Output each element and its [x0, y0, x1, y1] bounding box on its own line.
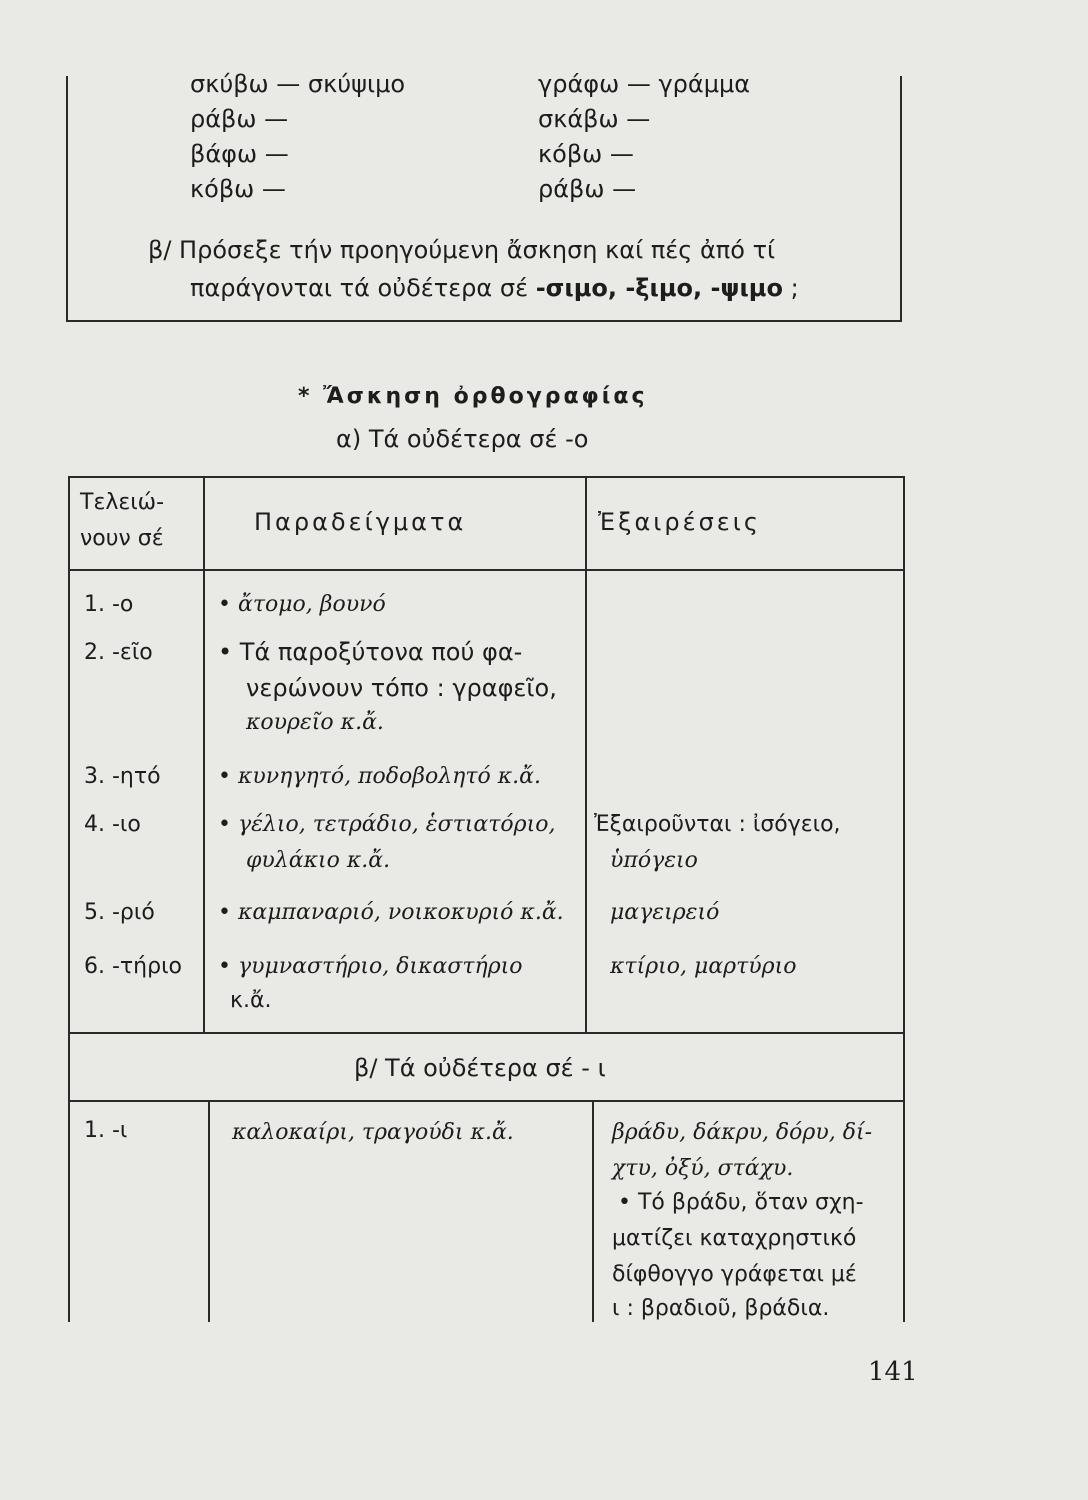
instruction-question-mark: ;: [790, 274, 799, 302]
row-b-ending-1: 1. -ι: [84, 1118, 128, 1143]
table-top-border: [68, 476, 904, 478]
pair-left-1: σκύβω — σκύψιμο: [190, 70, 406, 98]
page-number: 141: [868, 1357, 918, 1387]
row-b-example-1-line-1: καλοκαίρι, τραγούδι κ.ἄ.: [232, 1120, 514, 1145]
row-b-exception-1-line-3: • Τό βράδυ, ὅταν σχη-: [618, 1190, 864, 1215]
col-divider-2-b: [592, 1100, 594, 1322]
section-b-title-bottom-border: [68, 1100, 904, 1102]
subtitle-a: α) Τά οὐδέτερα σέ -ο: [336, 425, 589, 453]
table-left-border-a: [68, 476, 70, 1033]
pair-right-3: κόβω —: [538, 140, 634, 168]
section-b-title-right-border: [903, 1032, 905, 1102]
row-example-2-line-2: νερώνουν τόπο : γραφεῖο,: [246, 674, 557, 702]
pair-right-1: γράφω — γράμμα: [538, 70, 751, 98]
row-ending-6: 6. -τήριο: [84, 954, 182, 979]
top-box-right-border: [900, 76, 902, 321]
row-ending-1: 1. -ο: [84, 592, 134, 617]
table-right-border-a: [903, 476, 905, 1033]
pair-left-3: βάφω —: [190, 140, 289, 168]
col-divider-1-b: [208, 1100, 210, 1322]
header-endings-line-1: Τελειώ-: [80, 490, 165, 515]
col-divider-2-a: [585, 476, 587, 1033]
row-example-6-line-1: • γυμναστήριο, δικαστήριο: [218, 954, 523, 979]
header-exceptions: Ἐξαιρέσεις: [598, 508, 761, 536]
row-b-exception-1-line-4: ματίζει καταχρηστικό: [612, 1226, 857, 1251]
row-exception-4-line-2: ὑπόγειο: [610, 848, 698, 873]
row-example-5-line-1: • καμπαναριό, νοικοκυριό κ.ἄ.: [218, 900, 564, 925]
col-divider-1-a: [203, 476, 205, 1033]
row-ending-5: 5. -ριό: [84, 900, 155, 925]
top-box-bottom-border: [66, 320, 902, 322]
row-ending-4: 4. -ιο: [84, 812, 141, 837]
row-ending-2: 2. -εῖο: [84, 640, 153, 665]
row-ending-3: 3. -ητό: [84, 764, 161, 789]
section-a-bottom-border: [68, 1032, 904, 1034]
row-example-1-line-1: • ἄτομο, βουνό: [218, 592, 386, 617]
instruction-line-1: β/ Πρόσεξε τήν προηγούμενη ἄσκηση καί πές ἀπό τί: [148, 236, 776, 264]
row-example-6-line-2: κ.ἄ.: [230, 988, 272, 1013]
header-examples: Παραδείγματα: [254, 508, 467, 536]
instruction-line-2: [190, 274, 799, 302]
row-example-2-line-1: • Τά παροξύτονα πού φα-: [218, 638, 523, 666]
row-exception-4-line-1: Ἐξαιροῦνται : ἰσόγειο,: [594, 812, 841, 837]
exercise-title: * Ἄσκηση ὀρθογραφίας: [298, 384, 648, 409]
table-left-border-b: [68, 1100, 70, 1322]
header-endings-line-2: νουν σέ: [80, 526, 164, 551]
row-b-exception-1-line-2: χτυ, ὀξύ, στάχυ.: [612, 1156, 794, 1181]
row-b-exception-1-line-6: ι : βραδιοῦ, βράδια.: [612, 1296, 830, 1321]
pair-right-2: σκάβω —: [538, 105, 651, 133]
instruction-line-2-prefix: παράγονται τά οὐδέτερα σέ: [190, 274, 529, 302]
top-box-left-border: [66, 76, 68, 321]
row-exception-5-line-1: μαγειρειό: [610, 900, 720, 925]
row-example-4-line-2: φυλάκιο κ.ἄ.: [246, 848, 391, 873]
row-exception-6-line-1: κτίριο, μαρτύριο: [610, 954, 797, 979]
pair-right-4: ράβω —: [538, 175, 637, 203]
row-example-2-line-3: κουρεῖο κ.ἄ.: [246, 710, 384, 735]
section-b-title-left-border: [68, 1032, 70, 1102]
pair-left-2: ράβω —: [190, 105, 289, 133]
table-right-border-b: [903, 1100, 905, 1322]
row-example-3-line-1: • κυνηγητό, ποδοβολητό κ.ἄ.: [218, 764, 542, 789]
row-b-exception-1-line-1: βράδυ, δάκρυ, δόρυ, δί-: [612, 1120, 873, 1145]
row-b-exception-1-line-5: δίφθογγο γράφεται μέ: [612, 1262, 857, 1287]
subtitle-b: β/ Τά οὐδέτερα σέ - ι: [354, 1054, 606, 1082]
row-example-4-line-1: • γέλιο, τετράδιο, ἑστιατόριο,: [218, 812, 556, 837]
pair-left-4: κόβω —: [190, 175, 286, 203]
instruction-suffixes-bold: -σιμο, -ξιμο, -ψιμο: [535, 274, 783, 302]
header-bottom-border: [68, 569, 904, 571]
